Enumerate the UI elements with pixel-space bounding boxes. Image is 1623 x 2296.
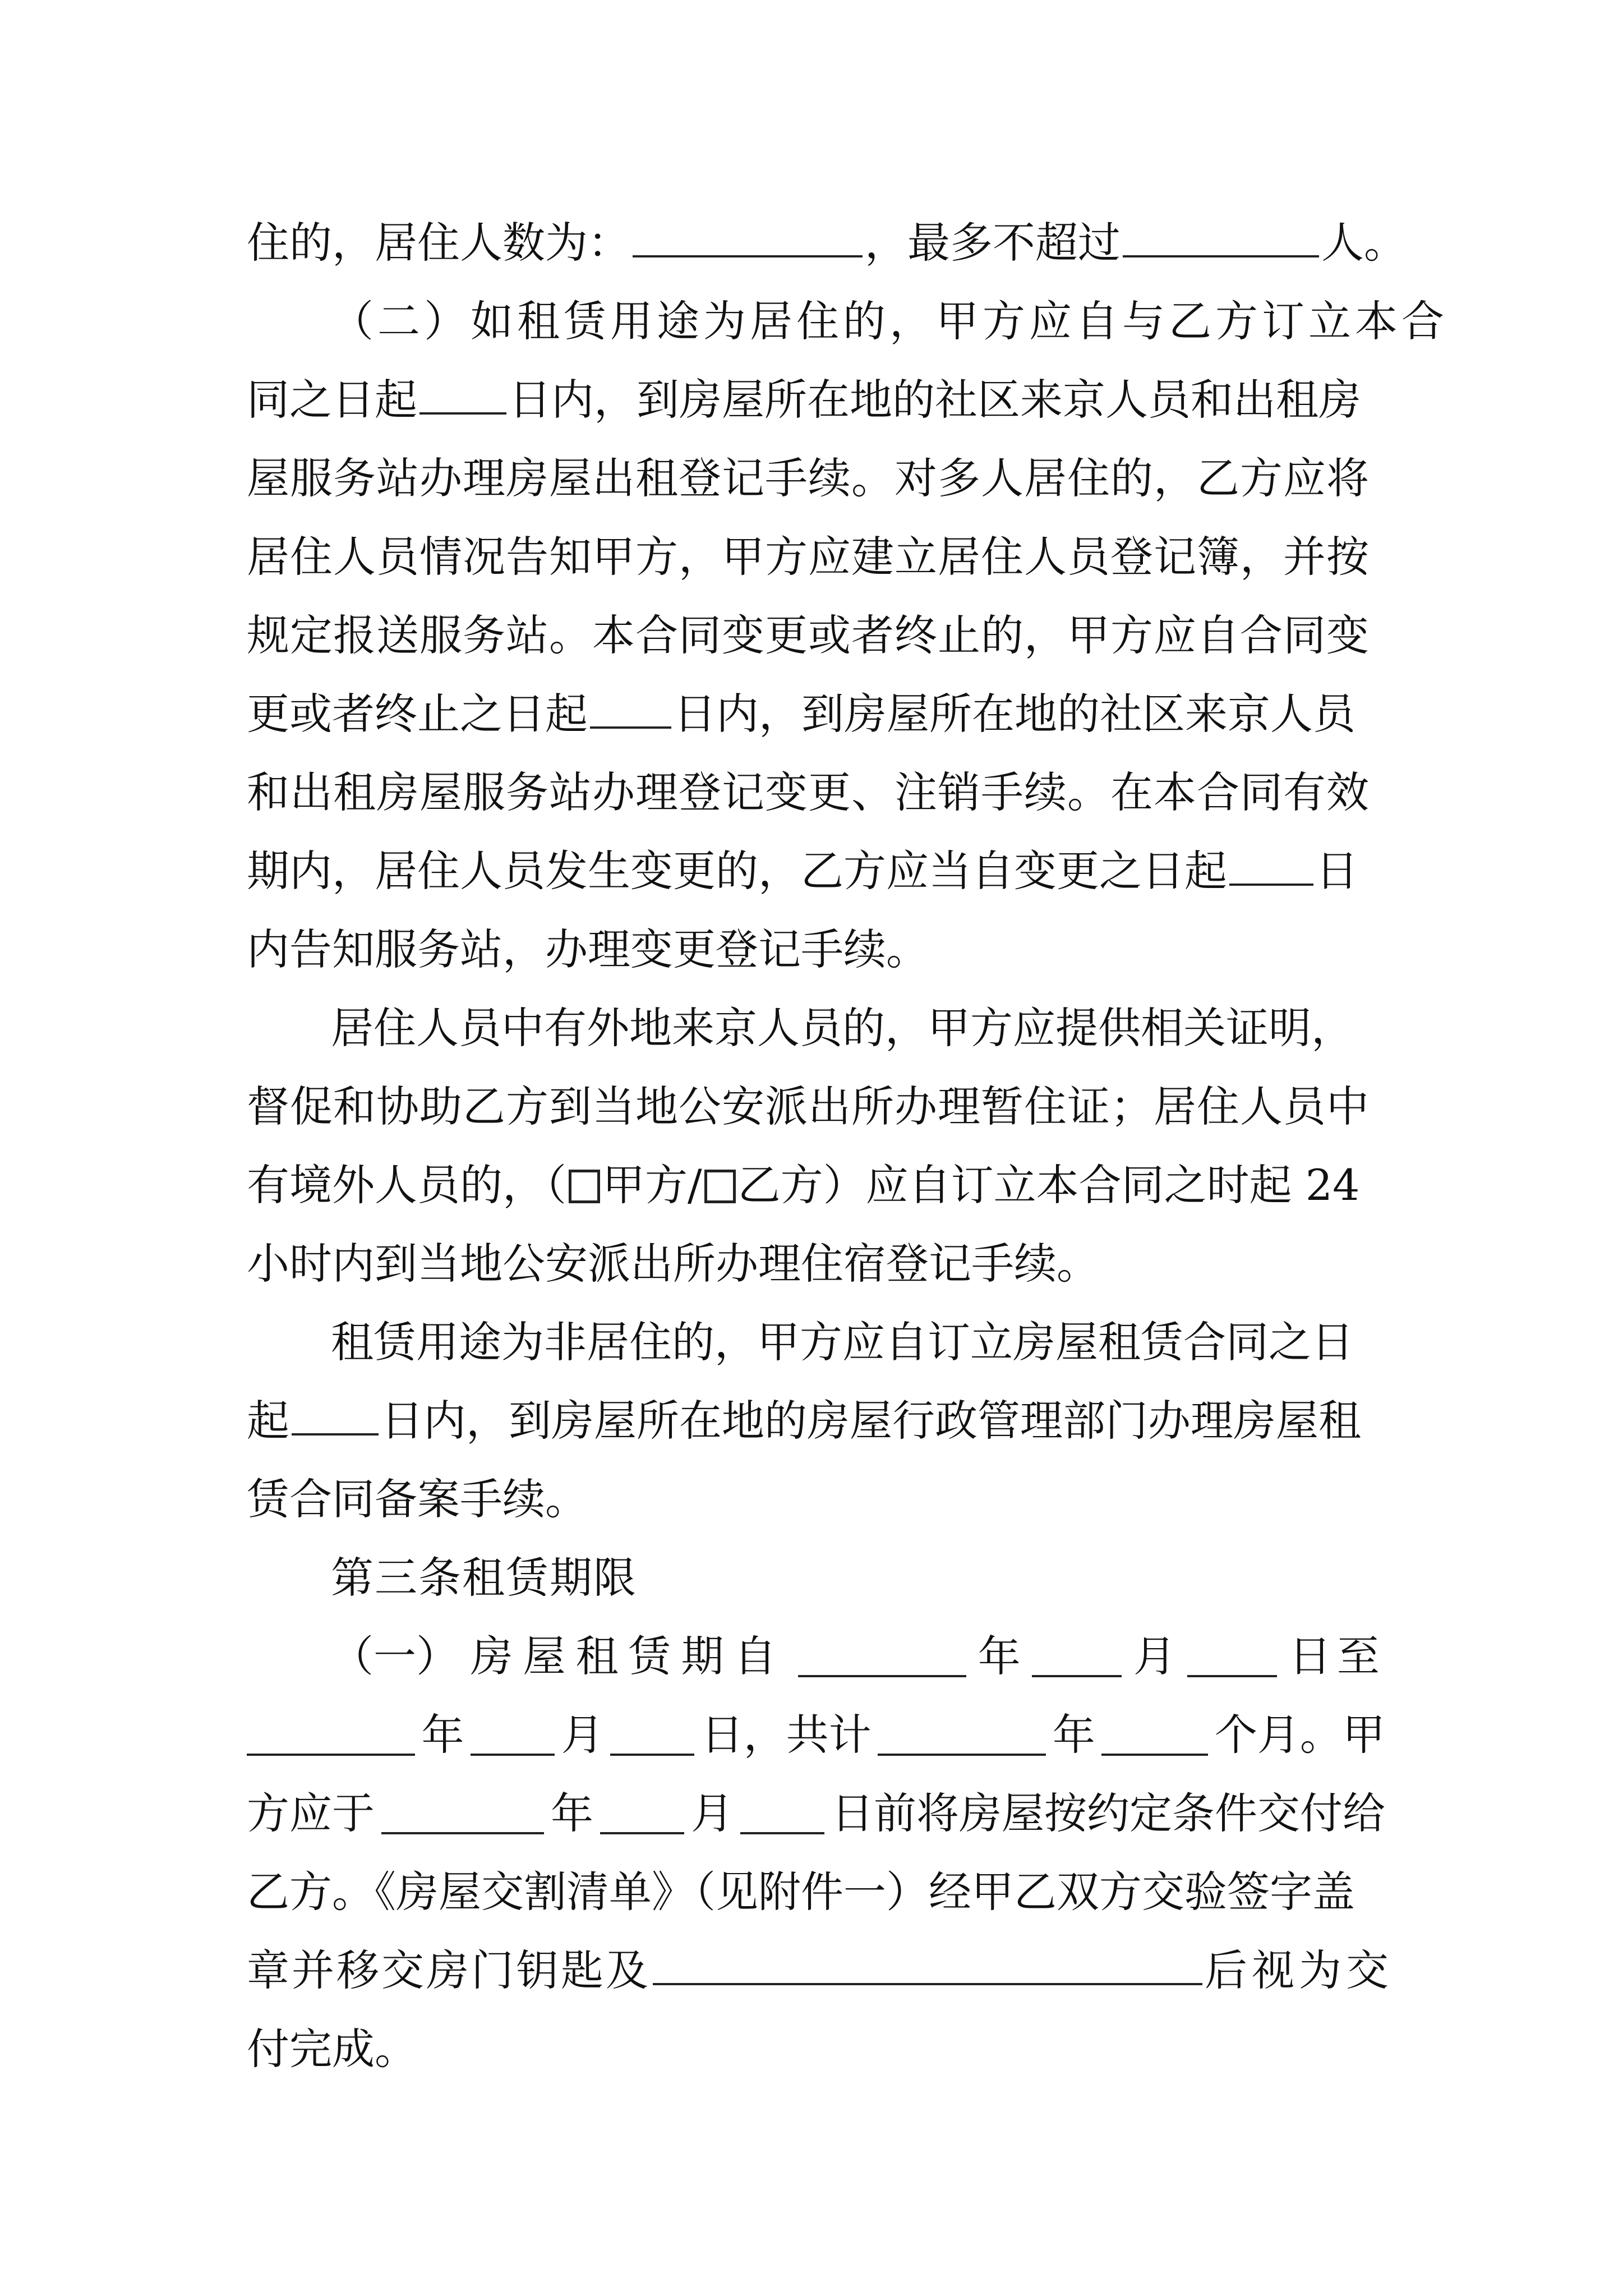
- text-line: [331, 1312, 1385, 1373]
- fill-blank: [798, 1636, 966, 1677]
- fill-blank: [1032, 1636, 1122, 1677]
- fill-blank: [1123, 216, 1319, 257]
- text-segment: ，最多不超过: [865, 218, 1121, 268]
- text-line: [331, 997, 1385, 1059]
- text-segment: 月: [691, 1788, 734, 1838]
- fill-blank: [419, 373, 506, 415]
- text-segment: 年: [551, 1788, 593, 1838]
- text-segment: 年: [1052, 1710, 1095, 1760]
- paragraph-text: 屋服务站办理房屋出租登记手续。对多人居住的，乙方应将: [247, 453, 1370, 503]
- text-line: [331, 291, 1448, 352]
- fill-blank: [381, 1793, 544, 1834]
- text-segment: 甲方/: [602, 1160, 702, 1210]
- fill-blank: [1187, 1636, 1277, 1677]
- text-segment: 年: [978, 1631, 1021, 1681]
- text-line: [247, 919, 1385, 981]
- fill-blank: [600, 1793, 684, 1834]
- paragraph-text: （二）如租赁用途为居住的，甲方应自与乙方订立本合: [331, 296, 1448, 346]
- text-segment: 章并移交房门钥匙及: [247, 1945, 651, 1995]
- text-line: [247, 448, 1385, 509]
- text-line: [247, 1704, 1385, 1766]
- text-segment: 乙方）应自订立本合同之时起 24: [737, 1160, 1360, 1210]
- fill-blank: [471, 1714, 555, 1756]
- text-segment: 日内，到房屋所在地的房屋行政管理部门办理房屋租: [381, 1396, 1361, 1446]
- paragraph-text: 付完成。: [247, 2024, 417, 2074]
- paragraph-text: 督促和协助乙方到当地公安派出所办理暂住证；居住人员中: [247, 1082, 1370, 1131]
- fill-blank: [878, 1714, 1046, 1756]
- text-line: [247, 1783, 1385, 1844]
- fill-blank: [610, 1714, 694, 1756]
- paragraph-text: 乙方。《房屋交割清单》（见附件一）经甲乙双方交验签字盖: [247, 1867, 1355, 1917]
- text-segment: 后视为交: [1205, 1945, 1393, 1995]
- text-segment: 人。: [1321, 218, 1407, 268]
- text-line: [247, 840, 1385, 902]
- fill-blank: [740, 1793, 824, 1834]
- paragraph-text: 居住人员情况告知甲方，甲方应建立居住人员登记簿，并按: [247, 532, 1370, 582]
- text-line: [247, 369, 1385, 431]
- text-line: [247, 762, 1385, 823]
- text-segment: （一）: [331, 1631, 459, 1681]
- text-segment: 日内，到房屋所在地的社区来京人员: [674, 689, 1355, 739]
- fill-blank: [590, 687, 671, 729]
- text-segment: 日，共计: [700, 1710, 872, 1760]
- paragraph-text: 赁合同备案手续。: [247, 1474, 588, 1524]
- text-line: [247, 605, 1385, 666]
- fill-blank: [247, 1714, 415, 1756]
- text-line: [247, 526, 1385, 588]
- text-line: [247, 1861, 1385, 1923]
- text-segment: 日: [1316, 846, 1358, 896]
- text-segment: 同之日起: [247, 375, 417, 425]
- text-segment: 日至: [1288, 1631, 1385, 1681]
- text-line: [247, 1076, 1385, 1138]
- text-segment: 月: [561, 1710, 604, 1760]
- paragraph-text: 内告知服务站，办理变更登记手续。: [247, 924, 929, 974]
- text-line: [247, 1233, 1385, 1295]
- text-segment: 方应于: [247, 1788, 375, 1838]
- text-segment: 个月。甲: [1214, 1710, 1385, 1760]
- text-segment: 起: [247, 1396, 289, 1446]
- text-line: [247, 212, 1407, 274]
- paragraph-text: 租赁用途为非居住的，甲方应自订立房屋租赁合同之日: [331, 1317, 1354, 1367]
- checkbox-party-a[interactable]: [569, 1170, 600, 1203]
- text-line: [247, 683, 1385, 745]
- text-segment: 期内，居住人员发生变更的，乙方应当自变更之日起: [247, 846, 1227, 896]
- fill-blank: [653, 1944, 1202, 1985]
- text-segment: 日内，到房屋所在地的社区来京人员和出租房: [509, 375, 1361, 425]
- text-line: [247, 1390, 1385, 1452]
- section-heading: [331, 1547, 1385, 1609]
- text-segment: 月: [1133, 1631, 1176, 1681]
- text-segment: 日前将房屋按约定条件交付给: [831, 1788, 1385, 1838]
- text-line: [247, 1940, 1393, 2001]
- text-segment: 年: [421, 1710, 464, 1760]
- section-heading-text: 第三条租赁期限: [331, 1553, 637, 1603]
- fill-blank: [1229, 844, 1313, 886]
- paragraph-text: 小时内到当地公安派出所办理住宿登记手续。: [247, 1239, 1099, 1289]
- paragraph-text: 规定报送服务站。本合同变更或者终止的，甲方应自合同变: [247, 610, 1370, 660]
- fill-blank: [292, 1394, 379, 1435]
- text-line: [247, 1154, 1385, 1216]
- paragraph-text: 和出租房屋服务站办理登记变更、注销手续。在本合同有效: [247, 767, 1370, 817]
- text-line: [331, 1626, 1385, 1687]
- fill-blank: [633, 216, 863, 257]
- text-segment: 有境外人员的，（: [247, 1160, 566, 1210]
- fill-blank: [1101, 1714, 1208, 1756]
- text-segment: 更或者终止之日起: [247, 689, 588, 739]
- text-line: [247, 2018, 1385, 2080]
- text-segment: 房屋租赁期自: [470, 1631, 787, 1681]
- checkbox-party-b[interactable]: [704, 1170, 736, 1203]
- text-segment: 住的，居住人数为：: [247, 218, 630, 268]
- paragraph-text: 居住人员中有外地来京人员的，甲方应提供相关证明，: [331, 1003, 1354, 1053]
- text-line: [247, 1469, 1385, 1530]
